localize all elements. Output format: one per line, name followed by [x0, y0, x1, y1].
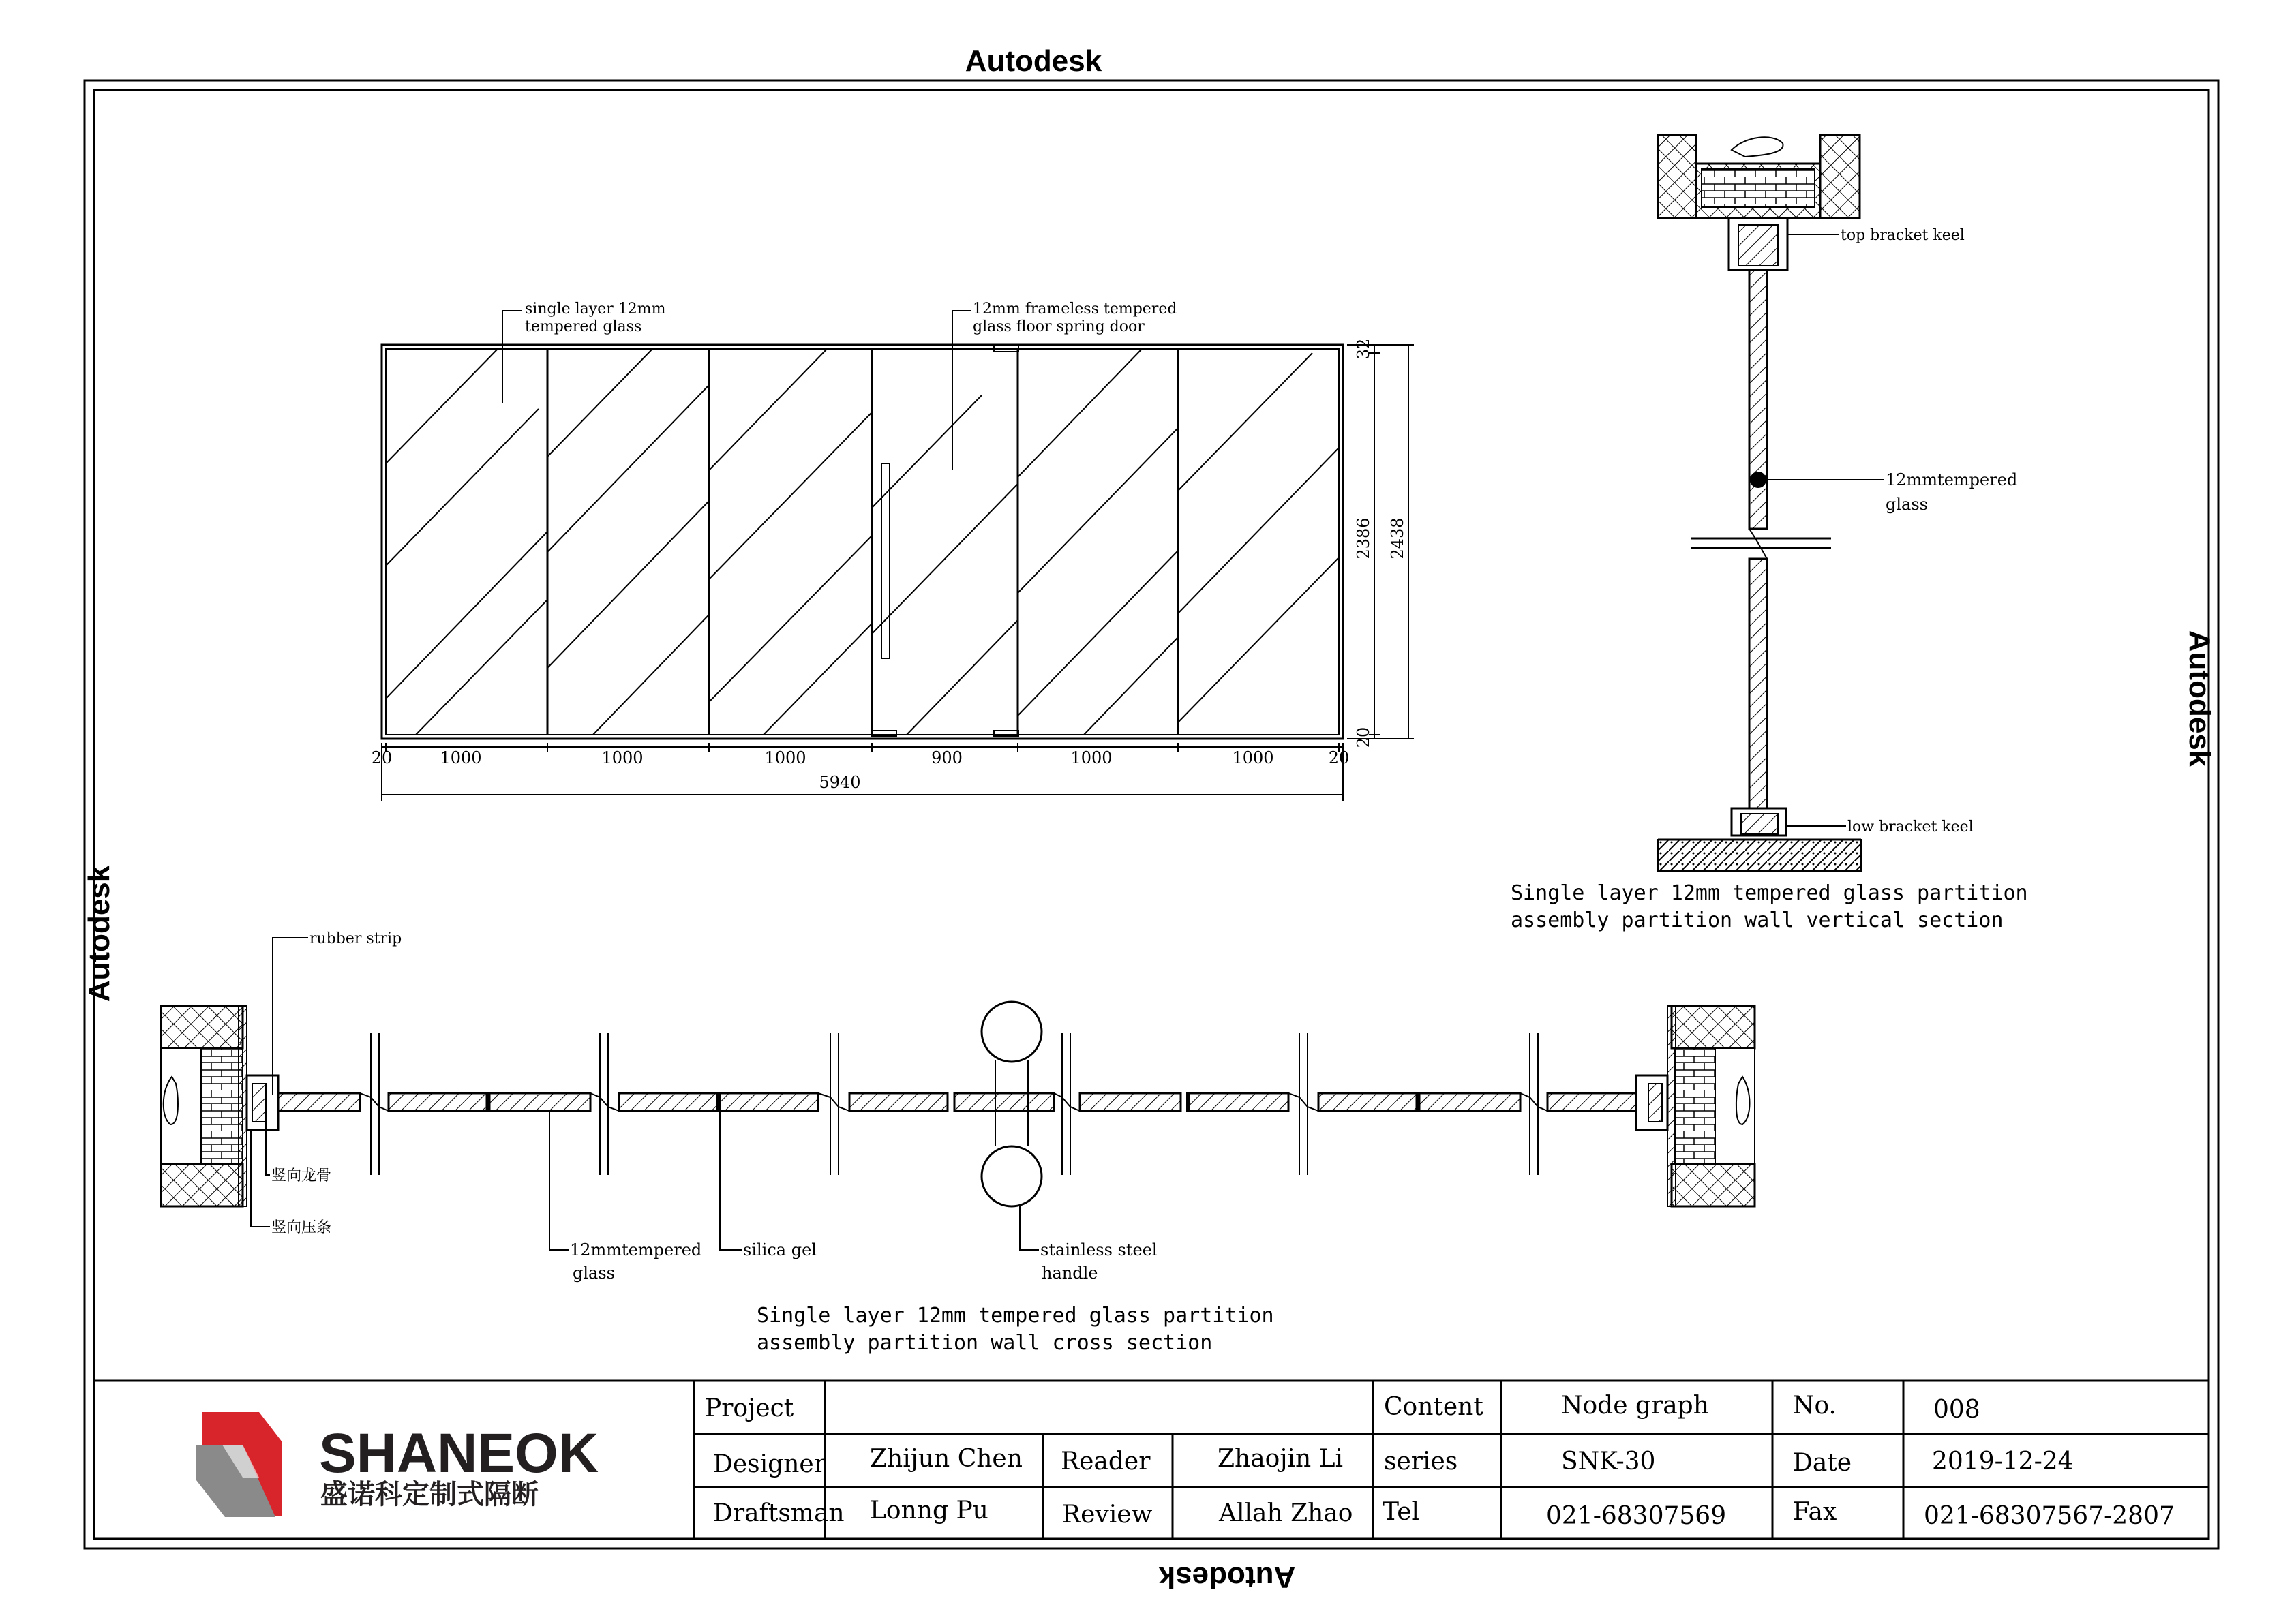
vertical-section-view — [1511, 135, 2028, 932]
tel-value: 021-68307569 — [1546, 1502, 1727, 1530]
label-cs-glass-1: 12mmtempered — [570, 1240, 702, 1259]
dim-height-glass: 2386 — [1354, 517, 1373, 560]
label-handle-1: stainless steel — [1040, 1240, 1158, 1259]
label-low-keel: low bracket keel — [1847, 818, 1974, 836]
brand-name: SHANEOK — [319, 1422, 599, 1484]
watermark-left: Autodesk — [82, 865, 116, 1003]
reader-label: Reader — [1061, 1448, 1151, 1475]
designer-label: Designer — [713, 1450, 826, 1478]
label-cs-glass-2: glass — [573, 1264, 615, 1283]
shaneok-logo — [196, 1412, 599, 1517]
reader-value: Zhaojin Li — [1218, 1445, 1344, 1473]
date-value: 2019-12-24 — [1932, 1448, 2074, 1475]
content-label: Content — [1384, 1393, 1483, 1421]
brand-name-cn: 盛诺科定制式隔断 — [320, 1479, 539, 1510]
no-label: No. — [1793, 1392, 1837, 1420]
fax-value: 021-68307567-2807 — [1924, 1502, 2175, 1530]
door-handle — [881, 463, 890, 658]
label-vs-glass-2: glass — [1886, 495, 1928, 514]
label-vs-glass-1: 12mmtempered — [1886, 470, 2018, 489]
vs-caption-line-1: Single layer 12mm tempered glass partition — [1511, 881, 2028, 905]
cross-section-view — [161, 930, 1755, 1355]
series-label: series — [1384, 1448, 1458, 1475]
label-silica-gel: silica gel — [743, 1240, 817, 1259]
draftsman-label: Draftsman — [713, 1499, 845, 1527]
handle-knob-top — [982, 1002, 1042, 1062]
label-single-glass-2: tempered glass — [525, 318, 642, 335]
content-value: Node graph — [1561, 1392, 1709, 1420]
dim-height-total: 2438 — [1388, 517, 1407, 560]
dim-width-right-edge: 20 — [1328, 748, 1350, 767]
label-door-1: 12mm frameless tempered — [973, 301, 1177, 318]
elevation-view — [372, 301, 1414, 801]
cs-caption-line-2: assembly partition wall cross section — [757, 1331, 1213, 1355]
label-door-2: glass floor spring door — [973, 318, 1145, 335]
no-value: 008 — [1933, 1396, 1980, 1424]
title-block — [94, 1381, 2209, 1539]
dim-width-panel-1: 1000 — [440, 748, 482, 767]
tel-label: Tel — [1383, 1498, 1420, 1526]
dim-width-panel-2: 1000 — [601, 748, 644, 767]
designer-value: Zhijun Chen — [870, 1445, 1023, 1473]
dim-total-width: 5940 — [819, 773, 861, 792]
series-value: SNK-30 — [1561, 1448, 1656, 1475]
watermark-top: Autodesk — [965, 44, 1102, 78]
dim-width-panel-3: 1000 — [764, 748, 806, 767]
dim-width-panel-6: 1000 — [1232, 748, 1274, 767]
dim-height-bottom: 20 — [1354, 726, 1373, 748]
review-label: Review — [1062, 1501, 1153, 1529]
label-vertical-keel: 竖向龙骨 — [271, 1167, 332, 1184]
label-rubber-strip: rubber strip — [309, 930, 402, 947]
dim-width-panel-5: 1000 — [1070, 748, 1113, 767]
label-top-keel: top bracket keel — [1841, 227, 1965, 244]
watermark-bottom: Autodesk — [1158, 1561, 1296, 1594]
fax-label: Fax — [1793, 1498, 1837, 1526]
dim-width-left-edge: 20 — [371, 748, 393, 767]
label-single-glass-1: single layer 12mm — [525, 301, 666, 318]
project-label: Project — [705, 1394, 794, 1422]
label-handle-2: handle — [1042, 1264, 1098, 1283]
dim-height-top: 32 — [1354, 338, 1373, 360]
glass-joint-dot — [1750, 472, 1766, 488]
dim-width-door: 900 — [931, 748, 963, 767]
label-vertical-bead: 竖向压条 — [271, 1219, 332, 1236]
vs-caption-line-2: assembly partition wall vertical section — [1511, 908, 2004, 932]
cs-caption-line-1: Single layer 12mm tempered glass partition — [757, 1304, 1274, 1328]
elevation-frame-inner — [386, 349, 1339, 735]
watermark-right: Autodesk — [2183, 630, 2216, 767]
draftsman-value: Lonng Pu — [870, 1497, 988, 1525]
review-value: Allah Zhao — [1219, 1499, 1353, 1527]
handle-knob-bottom — [982, 1146, 1042, 1206]
elevation-frame-outer — [382, 345, 1343, 739]
date-label: Date — [1793, 1449, 1852, 1477]
